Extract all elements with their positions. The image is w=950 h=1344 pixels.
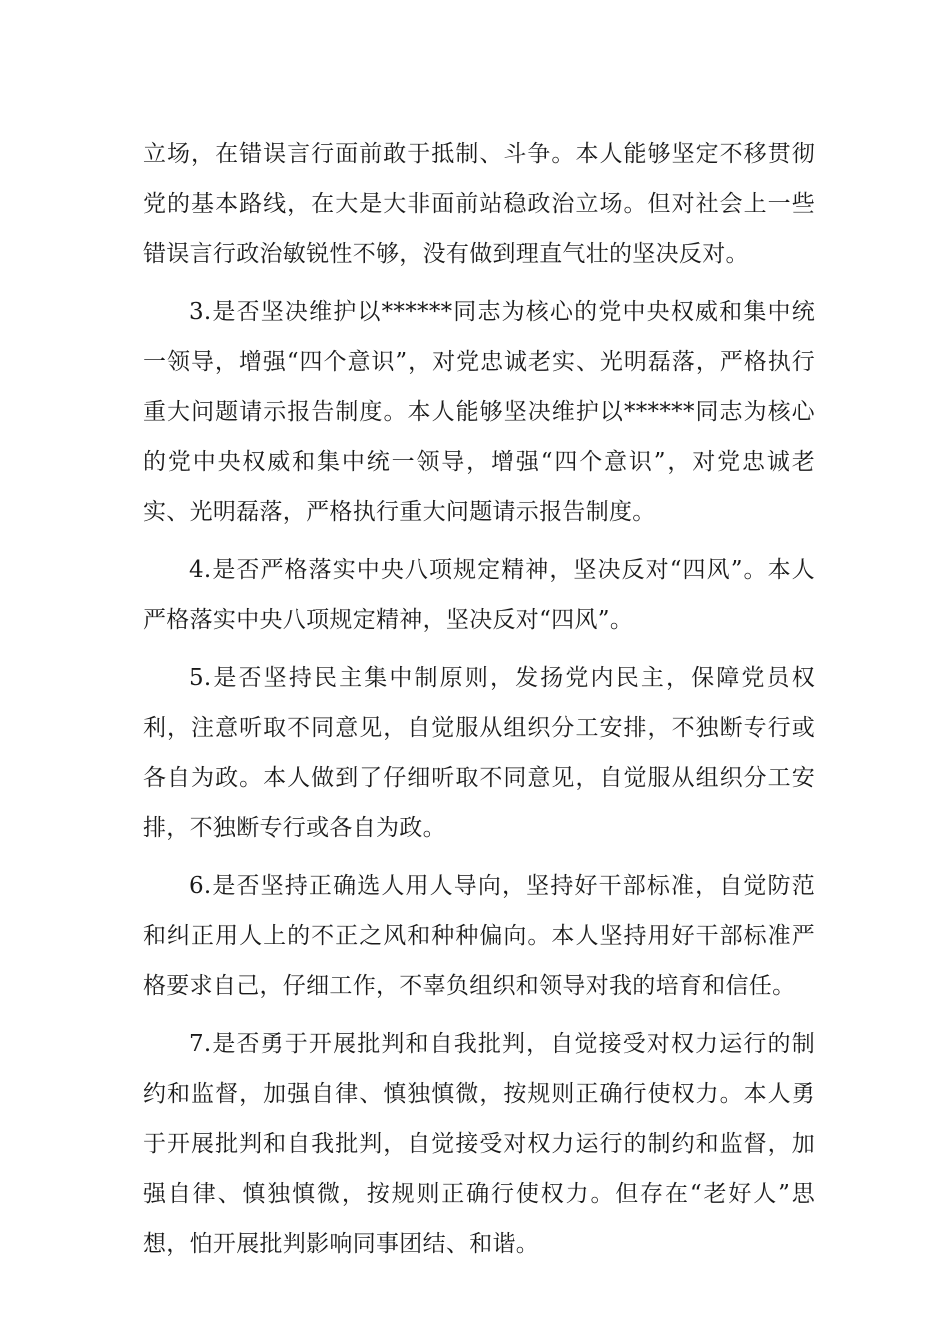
- document-body: [143, 129, 815, 1277]
- paragraph-continuation: 立场，在错误言行面前敢于抵制、斗争。本人能够坚定不移贯彻党的基本路线，在大是大非面前站稳政治立场。但对社会上一些错误言行政治敏锐性不够，没有做到理直气壮的坚决反对。: [143, 141, 815, 267]
- paragraph-item-5: 5.是否坚持民主集中制原则，发扬党内民主，保障党员权利，注意听取不同意见，自觉服从组织分工安排，不独断专行或各自为政。本人做到了仔细听取不同意见，自觉服从组织分工安排，不独断专行或各自为政。: [143, 665, 815, 841]
- paragraph-item-4: 4.是否严格落实中央八项规定精神，坚决反对“四风”。本人严格落实中央八项规定精神，坚决反对“四风”。: [143, 557, 815, 633]
- paragraph-item-6: 6.是否坚持正确选人用人导向，坚持好干部标准，自觉防范和纠正用人上的不正之风和种种偏向。本人坚持用好干部标准严格要求自己，仔细工作，不辜负组织和领导对我的培育和信任。: [143, 873, 815, 999]
- paragraph-item-7: 7.是否勇于开展批判和自我批判，自觉接受对权力运行的制约和监督，加强自律、慎独慎微，按规则正确行使权力。本人勇于开展批判和自我批判，自觉接受对权力运行的制约和监督，加强自律、慎独慎微，按规则正确行使权力。但存在“老好人”思想，怕开展批判影响同事团结、和谐。: [143, 1031, 815, 1257]
- paragraph-item-3: 3.是否坚决维护以******同志为核心的党中央权威和集中统一领导，增强“四个意识”，对党忠诚老实、光明磊落，严格执行重大问题请示报告制度。本人能够坚决维护以******同志为核心的党中央权威和集中统一领导，增强“四个意识”，对党忠诚老实、光明磊落，严格执行重大问题请示报告制度。: [143, 299, 815, 525]
